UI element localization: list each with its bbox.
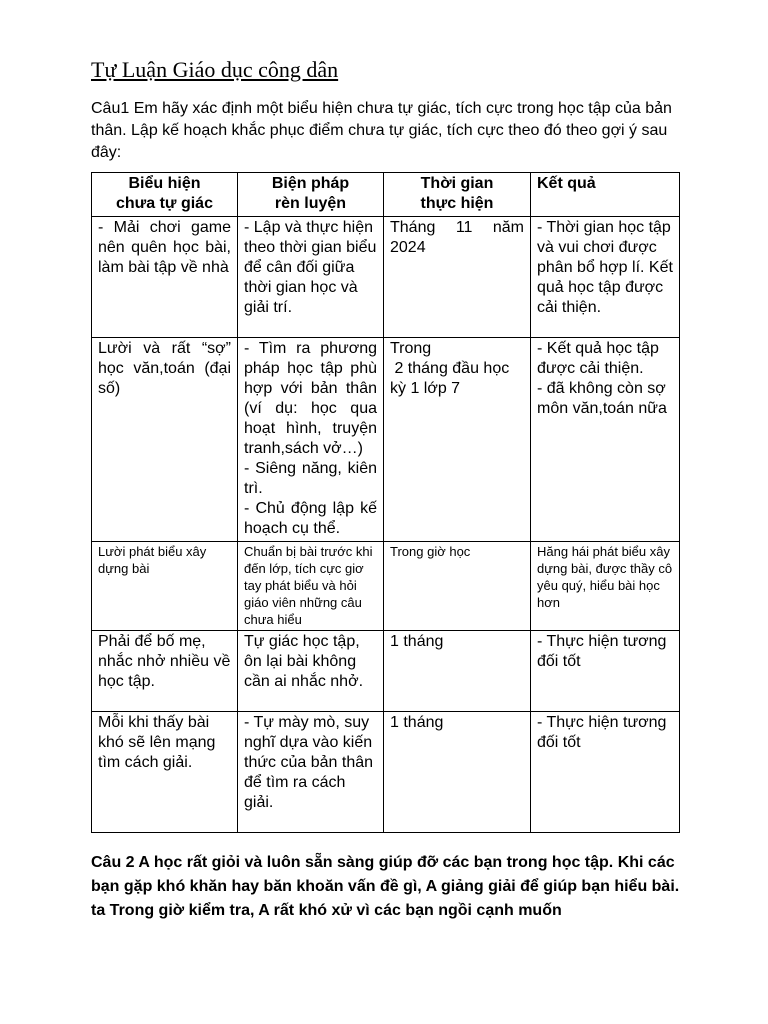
text-line: rèn luyện — [274, 195, 347, 212]
header-cell — [92, 173, 238, 217]
text-line: Biện pháp — [271, 175, 350, 192]
table-cell — [92, 712, 238, 833]
table-cell — [384, 631, 531, 712]
table-cell — [384, 217, 531, 338]
text-line: 2 tháng đầu học kỳ 1 lớp 7 — [390, 360, 514, 397]
text-line: Lười phát biểu xây dựng bài — [98, 544, 210, 576]
table-cell — [238, 712, 384, 833]
text-line: Chuẩn bị bài trước khi đến lớp, tích cực giơ tay phát biểu và hỏi giáo viên những câu chưa hiểu — [244, 544, 377, 627]
header-text — [537, 174, 673, 194]
text-line: Thời gian — [420, 175, 494, 192]
table-row — [92, 217, 680, 338]
text-line: Tháng 11 năm 2024 — [390, 219, 529, 256]
table-row — [92, 542, 680, 631]
header-text — [244, 174, 377, 214]
text-line: Trong giờ học — [390, 544, 471, 559]
table-cell — [92, 631, 238, 712]
table-cell — [531, 712, 680, 833]
table-cell — [92, 217, 238, 338]
header-cell — [238, 173, 384, 217]
header-cell — [531, 173, 680, 217]
text-line: - Siêng năng, kiên trì. — [244, 460, 382, 497]
text-line: Phải để bố mẹ, nhắc nhở nhiều về học tập. — [98, 633, 235, 690]
text-line: 1 tháng — [390, 633, 444, 650]
table-row — [92, 631, 680, 712]
table-cell — [92, 338, 238, 542]
text-line: Biểu hiện — [128, 175, 201, 192]
table-row — [92, 712, 680, 833]
text-line: - Chủ động lập kế hoạch cụ thể. — [244, 500, 382, 537]
header-text — [98, 174, 231, 214]
question-1-text: Câu1 Em hãy xác định một biểu hiện chưa tự giác, tích cực trong học tập của bản thân. Lập kế hoạch khắc phục điểm chưa tự giác, tích cực theo đó theo gợi ý sau đây: — [91, 100, 672, 161]
table-cell — [531, 631, 680, 712]
document-title: Tự Luận Giáo dục công dân — [91, 57, 339, 82]
text-line: - Tìm ra phương pháp học tập phù hợp với bản thân (ví dụ: học qua hoạt hình, truyện tranh,sách vở…) — [244, 340, 382, 457]
text-line: Mỗi khi thấy bài khó sẽ lên mạng tìm cách giải. — [98, 714, 220, 771]
text-line: Trong — [390, 340, 432, 357]
text-line: - Mải chơi game nên quên học bài, làm bài tập về nhà — [98, 219, 236, 276]
text-line: - Thực hiện tương đối tốt — [537, 633, 671, 670]
table-cell — [238, 338, 384, 542]
text-line: 1 tháng — [390, 714, 444, 731]
text-line: - đã không còn sợ môn văn,toán nữa — [537, 380, 671, 417]
text-line: chưa tự giác — [116, 195, 213, 212]
table-cell — [531, 217, 680, 338]
text-line: Kết quả — [537, 175, 596, 192]
document-page — [91, 56, 681, 833]
text-line: - Lập và thực hiện theo thời gian biểu để cân đối giữa thời gian học và giải trí. — [244, 219, 381, 316]
text-line: Hăng hái phát biểu xây dựng bài, được thầy cô yêu quý, hiểu bài học hơn — [537, 544, 676, 610]
table-cell — [531, 542, 680, 631]
table-cell — [238, 631, 384, 712]
text-line: - Kết quả học tập được cải thiện. — [537, 340, 664, 377]
text-line: - Tự mày mò, suy nghĩ dựa vào kiến thức của bản thân để tìm ra cách giải. — [244, 714, 378, 811]
text-line: - Thực hiện tương đối tốt — [537, 714, 671, 751]
header-text — [390, 174, 524, 214]
table-header-row — [92, 173, 680, 217]
table-cell — [531, 338, 680, 542]
header-cell — [384, 173, 531, 217]
table-cell — [238, 542, 384, 631]
table-cell — [92, 542, 238, 631]
text-line: - Thời gian học tập và vui chơi được phân bổ hợp lí. Kết quả học tập được cải thiện. — [537, 219, 678, 316]
table-row — [92, 338, 680, 542]
text-line: thực hiện — [420, 195, 494, 212]
table-cell — [384, 338, 531, 542]
text-line: Lười và rất “sợ” học văn,toán (đại số) — [98, 340, 236, 397]
question-2-text: Câu 2 A học rất giỏi và luôn sẵn sàng giúp đỡ các bạn trong học tập. Khi các bạn gặp khó khăn hay băn khoăn vấn đề gì, A giảng giải để giúp bạn hiểu bài. ta Trong giờ kiểm tra, A rất khó xử vì các bạn ngồi cạnh muốn — [91, 854, 680, 919]
table-cell — [238, 217, 384, 338]
text-line: Tự giác học tập, ôn lại bài không cần ai nhắc nhở. — [244, 633, 365, 690]
plan-table — [91, 172, 680, 833]
table-cell — [384, 542, 531, 631]
table-cell — [384, 712, 531, 833]
